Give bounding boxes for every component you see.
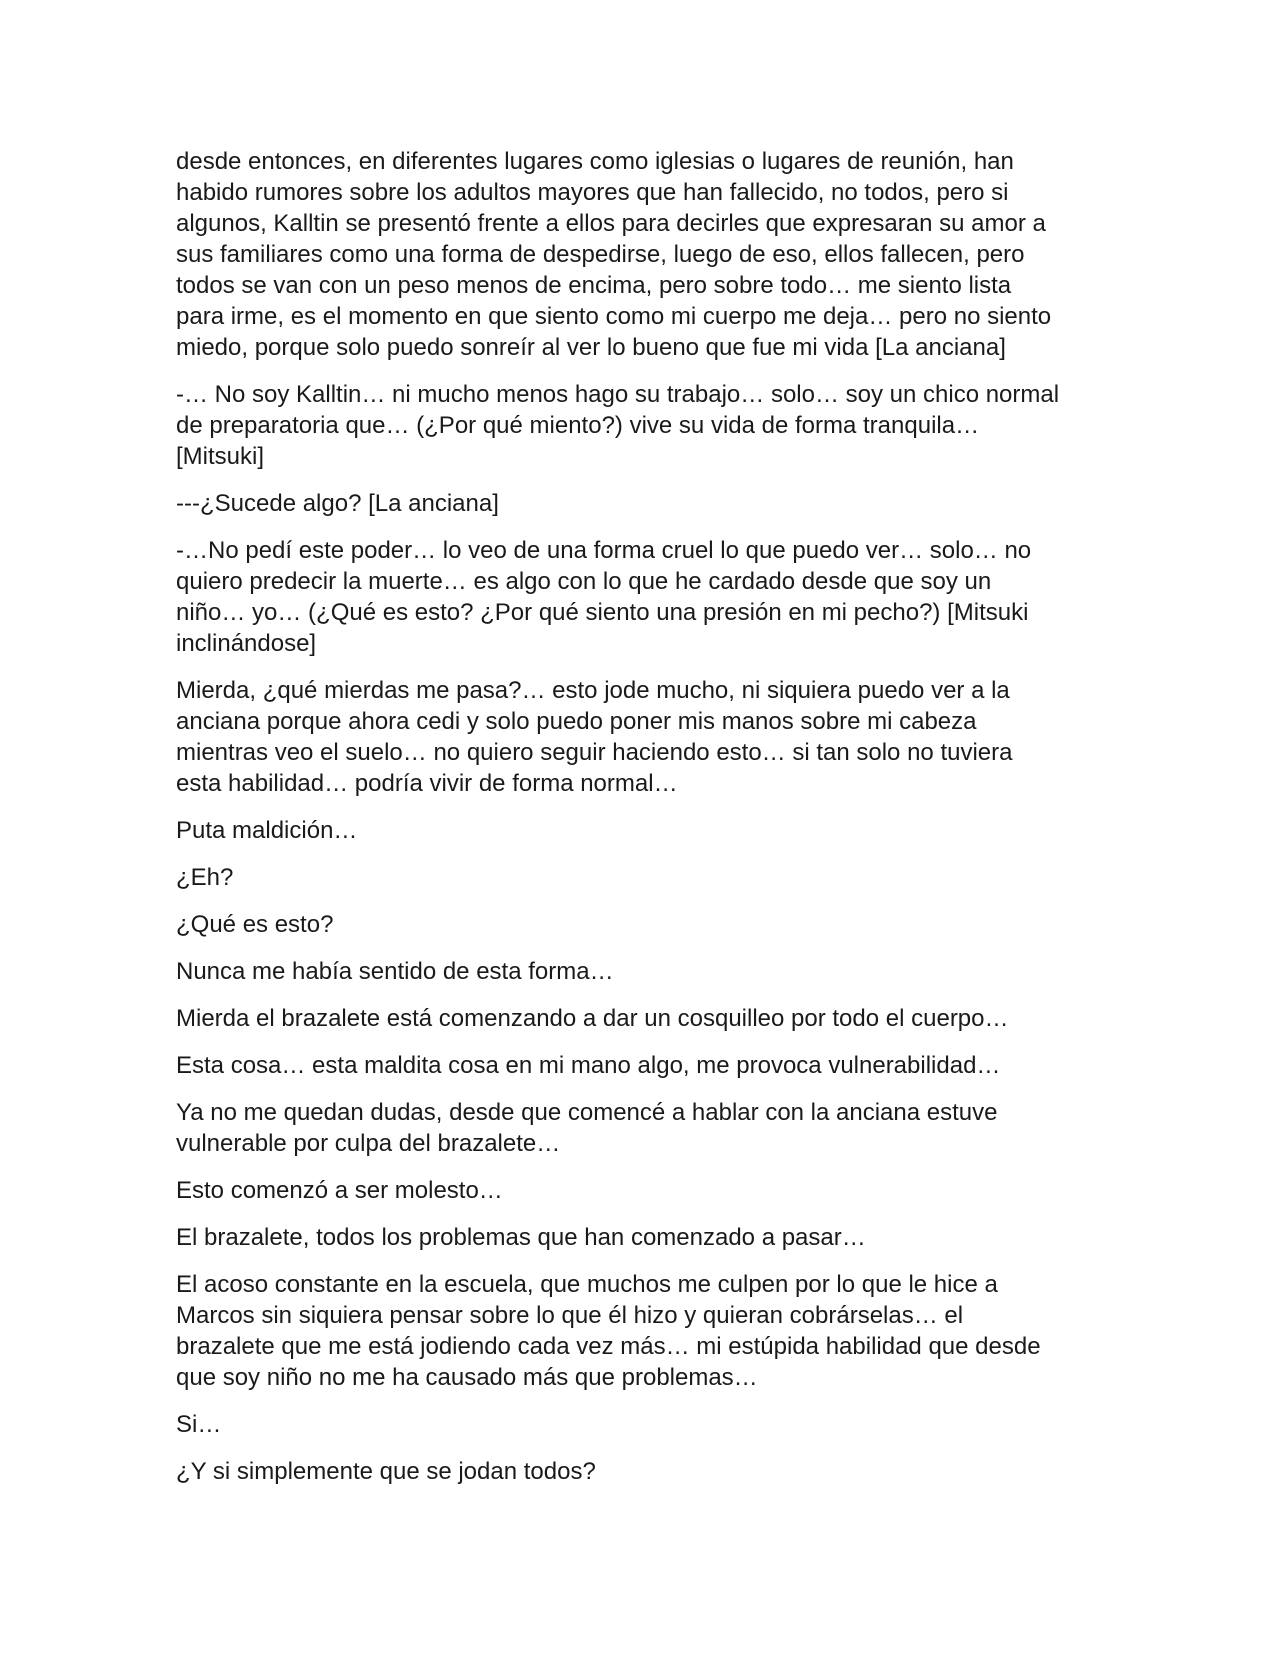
paragraph-9: Nunca me había sentido de esta forma… (176, 958, 614, 985)
paragraph-13: Esto comenzó a ser molesto… (176, 1177, 503, 1204)
paragraph-7: ¿Eh? (176, 864, 234, 891)
paragraph-4: -…No pedí este poder… lo veo de una forma cruel lo que puedo ver… solo… no quiero predecir la muerte… es algo con lo que he cardado desde que soy un niño… yo… (¿Qué es esto? ¿Por qué siento una presión en mi pecho?) [Mitsuki inclinándose] (176, 537, 1032, 657)
document-page (176, 146, 1116, 1503)
paragraph-11: Esta cosa… esta maldita cosa en mi mano algo, me provoca vulnerabilidad… (176, 1052, 1001, 1079)
paragraph-1: desde entonces, en diferentes lugares como iglesias o lugares de reunión, han habido rumores sobre los adultos mayores que han fallecido, no todos, pero si algunos, Kalltin se presentó frente a ellos para decirles que expresaran su amor a sus familiares como una forma de despedirse, luego de eso, ellos fallecen, pero todos se van con un peso menos de encima, pero sobre todo… me siento lista para irme, es el momento en que siento como mi cuerpo me deja… pero no siento miedo, porque solo puedo sonreír al ver lo bueno que fue mi vida [La anciana] (176, 148, 1052, 361)
paragraph-5: Mierda, ¿qué mierdas me pasa?… esto jode mucho, ni siquiera puedo ver a la anciana porque ahora cedi y solo puedo poner mis manos sobre mi cabeza mientras veo el suelo… no quiero seguir haciendo esto… si tan solo no tuviera esta habilidad… podría vivir de forma normal… (176, 677, 1013, 797)
paragraph-6: Puta maldición… (176, 817, 358, 844)
paragraph-12: Ya no me quedan dudas, desde que comencé a hablar con la anciana estuve vulnerable por culpa del brazalete… (176, 1099, 998, 1157)
paragraph-8: ¿Qué es esto? (176, 911, 334, 938)
paragraph-10: Mierda el brazalete está comenzando a dar un cosquilleo por todo el cuerpo… (176, 1005, 1009, 1032)
paragraph-3: ---¿Sucede algo? [La anciana] (176, 490, 499, 517)
paragraph-17: ¿Y si simplemente que se jodan todos? (176, 1458, 596, 1485)
paragraph-2: -… No soy Kalltin… ni mucho menos hago su trabajo… solo… soy un chico normal de preparatoria que… (¿Por qué miento?) vive su vida de forma tranquila… [Mitsuki] (176, 381, 1060, 470)
paragraph-15: El acoso constante en la escuela, que muchos me culpen por lo que le hice a Marcos sin siquiera pensar sobre lo que él hizo y quieran cobrárselas… el brazalete que me está jodiendo cada vez más… mi estúpida habilidad que desde que soy niño no me ha causado más que problemas… (176, 1271, 1041, 1391)
paragraph-14: El brazalete, todos los problemas que han comenzado a pasar… (176, 1224, 866, 1251)
paragraph-16: Si… (176, 1411, 222, 1438)
